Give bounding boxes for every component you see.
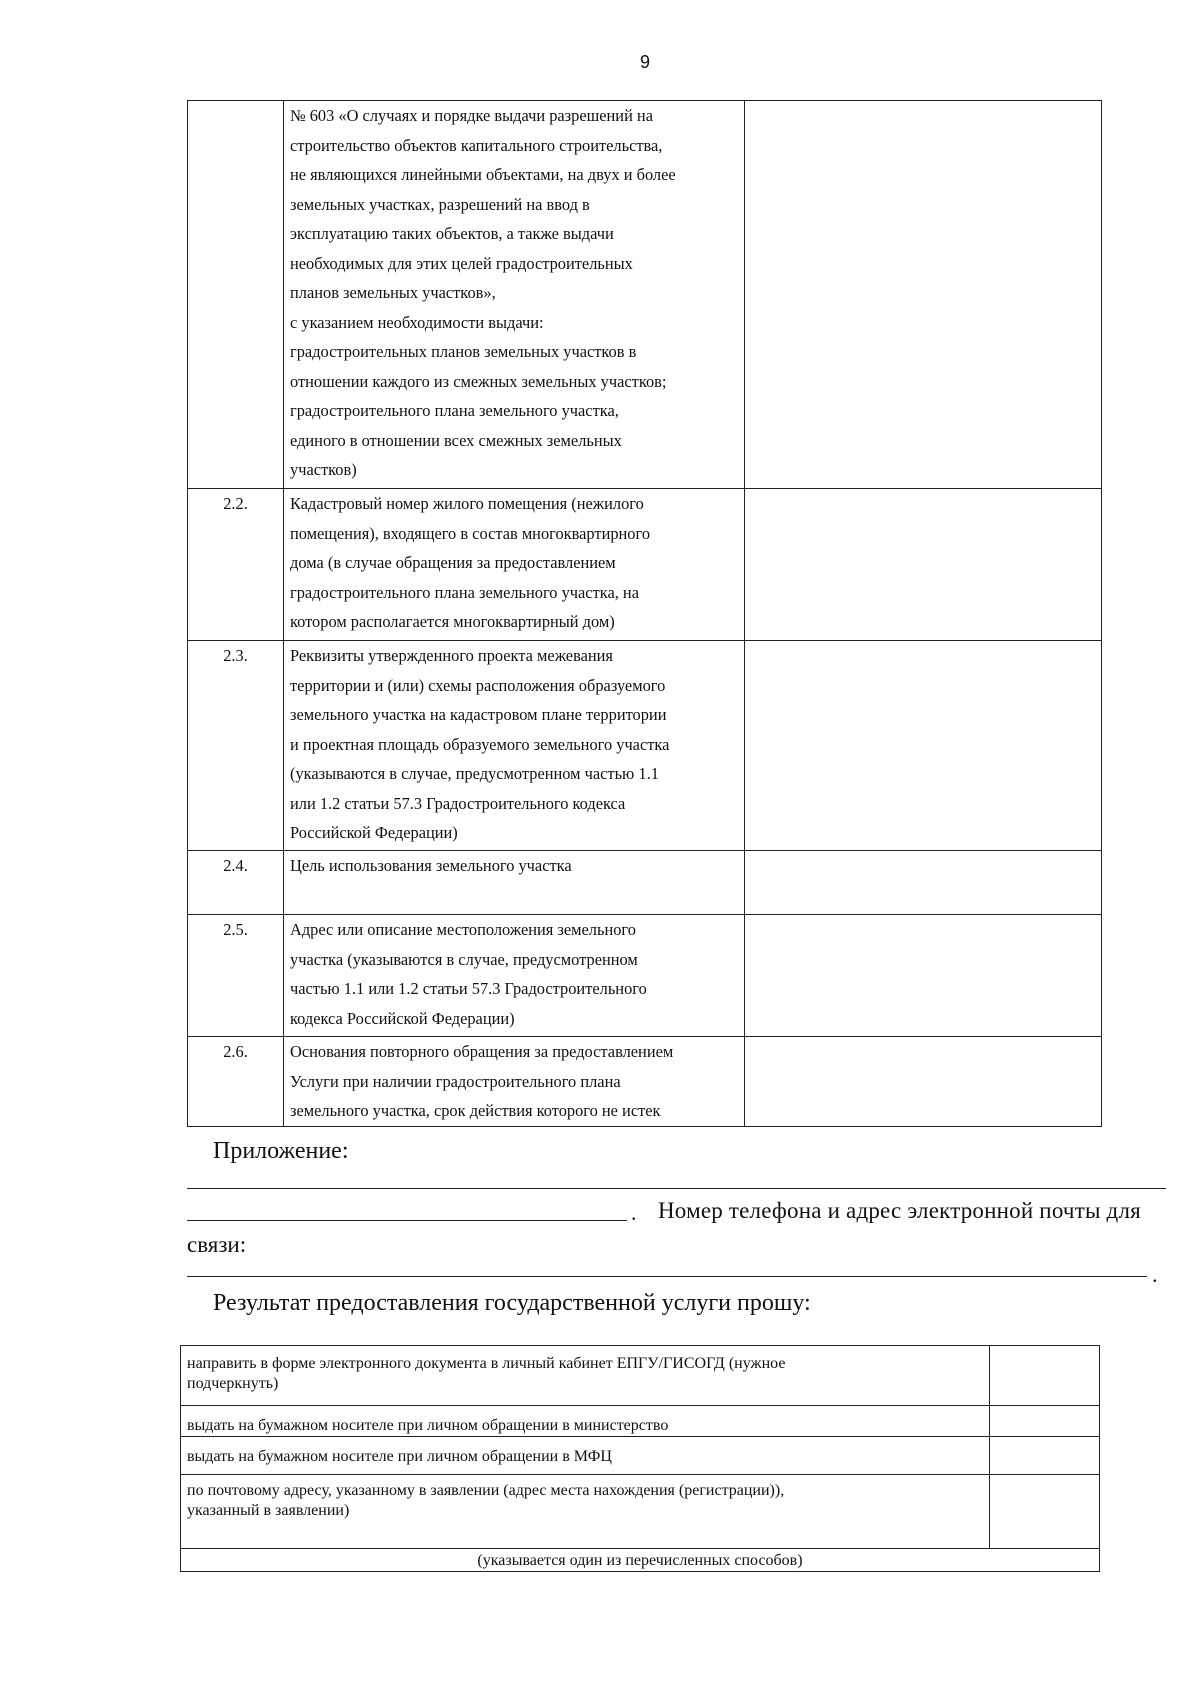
- text-line: градостроительного плана земельного участка, на: [290, 582, 639, 602]
- table-row: [188, 1037, 1102, 1127]
- result-option-row: [181, 1406, 1100, 1437]
- text-line: земельного участка, срок действия которого не истек: [290, 1101, 661, 1120]
- appendix-end-dot: .: [631, 1200, 637, 1225]
- text-line: частью 1.1 или 1.2 статьи 57.3 Градостроительного: [290, 979, 647, 998]
- result-option-row: [181, 1346, 1100, 1406]
- row-number: 2.6.: [188, 1037, 284, 1127]
- text-line: градостроительного плана земельного участка,: [290, 401, 619, 420]
- text-line: выдать на бумажном носителе при личном обращении в МФЦ: [187, 1448, 612, 1465]
- table-row: [188, 641, 1102, 851]
- text-line: Российской Федерации): [290, 823, 458, 842]
- text-line: эксплуатацию таких объектов, а также выдачи: [290, 224, 614, 243]
- result-option-checkbox[interactable]: [990, 1437, 1100, 1475]
- value-field[interactable]: [745, 915, 1102, 1037]
- result-note-row: [181, 1549, 1100, 1572]
- page-number: 9: [639, 52, 650, 72]
- application-details-table: [187, 100, 1102, 1127]
- text-line: указанный в заявлении): [187, 1502, 350, 1519]
- value-field[interactable]: [745, 851, 1102, 915]
- text-line: строительство объектов капитального строительства,: [290, 135, 663, 155]
- contact-label-continued: связи:: [187, 1232, 247, 1257]
- table-row: [188, 101, 1102, 489]
- contact-label: Номер телефона и адрес электронной почты для: [658, 1198, 1141, 1223]
- result-option-row: [181, 1475, 1100, 1549]
- appendix-blank-line-2[interactable]: [187, 1220, 627, 1221]
- result-option-label: [181, 1437, 990, 1475]
- result-option-checkbox[interactable]: [990, 1475, 1100, 1549]
- text-line: (указываются в случае, предусмотренном частью 1.1: [290, 764, 659, 783]
- text-line: помещения), входящего в состав многоквартирного: [290, 523, 651, 543]
- text-line: кодекса Российской Федерации): [290, 1008, 515, 1028]
- row-number: [188, 101, 284, 489]
- value-field[interactable]: [745, 101, 1102, 489]
- table-row: [188, 851, 1102, 915]
- text-line: территории и (или) схемы расположения образуемого: [290, 675, 666, 695]
- text-line: Адрес или описание местоположения земельного: [290, 920, 636, 939]
- row-number: 2.4.: [188, 851, 284, 915]
- contact-blank-line[interactable]: [187, 1276, 1147, 1277]
- appendix-blank-line[interactable]: [187, 1188, 1166, 1189]
- result-option-label: [181, 1406, 990, 1437]
- row-description: [284, 851, 745, 915]
- row-description: [284, 101, 745, 489]
- result-option-checkbox[interactable]: [990, 1346, 1100, 1406]
- result-options-table: [180, 1345, 1100, 1572]
- text-line: участков): [290, 460, 357, 479]
- contact-end-dot: .: [1152, 1262, 1158, 1287]
- result-option-label: [181, 1346, 990, 1406]
- row-number: 2.5.: [188, 915, 284, 1037]
- text-line: не являющихся линейными объектами, на двух и более: [290, 165, 676, 184]
- table-row: [188, 489, 1102, 641]
- result-title: Результат предоставления государственной услуги прошу:: [213, 1290, 811, 1316]
- table-row: [188, 915, 1102, 1037]
- text-line: планов земельных участков»,: [290, 283, 496, 302]
- text-line: направить в форме электронного документа в личный кабинет ЕПГУ/ГИСОГД (нужное: [187, 1355, 786, 1372]
- row-number: 2.3.: [188, 641, 284, 851]
- result-note: (указывается один из перечисленных способов): [181, 1549, 1100, 1572]
- value-field[interactable]: [745, 1037, 1102, 1127]
- text-line: дома (в случае обращения за предоставлением: [290, 553, 616, 572]
- row-description: [284, 641, 745, 851]
- text-line: градостроительных планов земельных участков в: [290, 342, 637, 361]
- value-field[interactable]: [745, 641, 1102, 851]
- value-field[interactable]: [745, 489, 1102, 641]
- text-line: земельного участка на кадастровом плане территории: [290, 705, 667, 724]
- row-description: [284, 1037, 745, 1127]
- text-line: с указанием необходимости выдачи:: [290, 312, 544, 332]
- text-line: котором располагается многоквартирный дом): [290, 612, 615, 631]
- text-line: Реквизиты утвержденного проекта межевания: [290, 646, 613, 665]
- text-line: необходимых для этих целей градостроительных: [290, 253, 633, 273]
- text-line: единого в отношении всех смежных земельных: [290, 430, 622, 450]
- text-line: и проектная площадь образуемого земельного участка: [290, 734, 670, 754]
- text-line: № 603 «О случаях и порядке выдачи разрешений на: [290, 106, 653, 125]
- text-line: Кадастровый номер жилого помещения (нежилого: [290, 494, 644, 513]
- text-line: подчеркнуть): [187, 1375, 279, 1392]
- text-line: отношении каждого из смежных земельных участков;: [290, 371, 667, 391]
- result-option-checkbox[interactable]: [990, 1406, 1100, 1437]
- text-line: участка (указываются в случае, предусмотренном: [290, 949, 638, 969]
- text-line: земельных участках, разрешений на ввод в: [290, 194, 590, 214]
- text-line: выдать на бумажном носителе при личном обращении в министерство: [187, 1417, 669, 1434]
- text-line: по почтовому адресу, указанному в заявлении (адрес места нахождения (регистрации)),: [187, 1482, 785, 1499]
- row-description: [284, 489, 745, 641]
- text-line: Цель использования земельного участка: [290, 856, 572, 875]
- text-line: Основания повторного обращения за предоставлением: [290, 1042, 674, 1061]
- text-line: или 1.2 статьи 57.3 Градостроительного кодекса: [290, 793, 626, 813]
- text-line: Услуги при наличии градостроительного плана: [290, 1071, 621, 1091]
- result-option-row: [181, 1437, 1100, 1475]
- row-description: [284, 915, 745, 1037]
- result-option-label: [181, 1475, 990, 1549]
- row-number: 2.2.: [188, 489, 284, 641]
- appendix-label: Приложение:: [213, 1138, 349, 1164]
